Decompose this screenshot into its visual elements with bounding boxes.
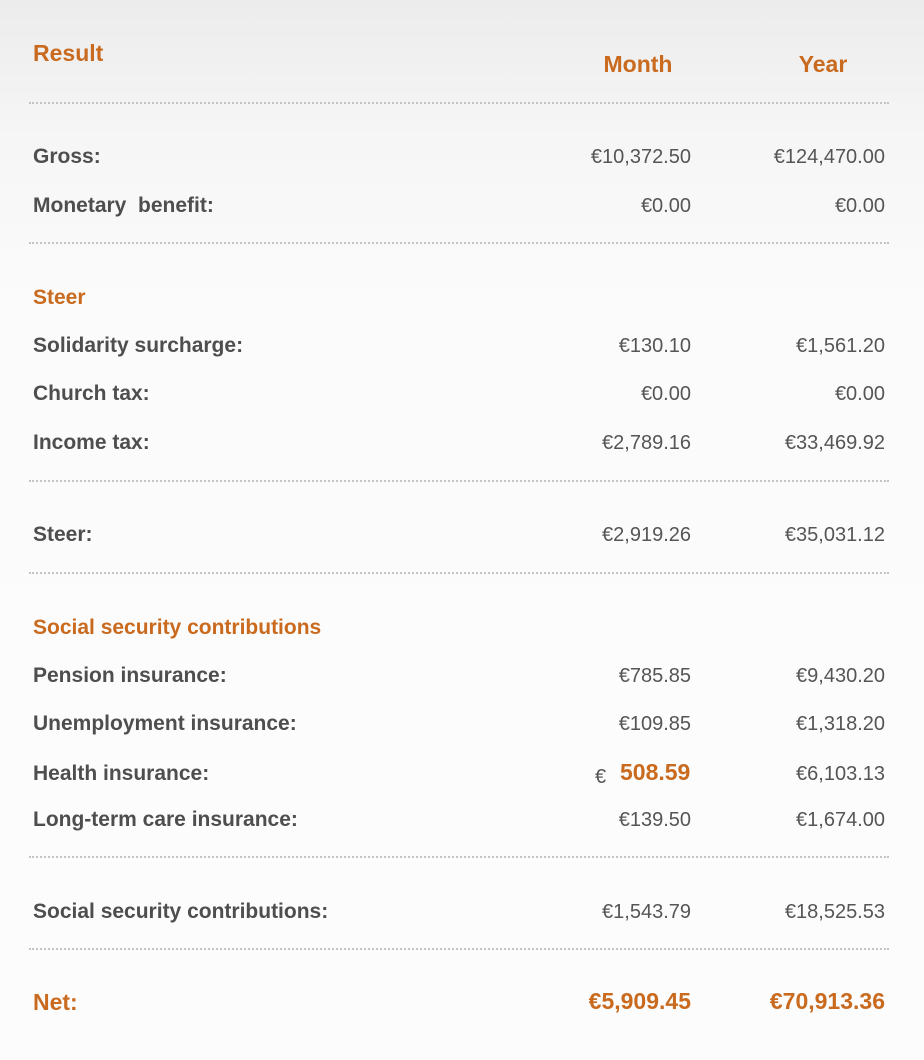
pension-insurance-year-value: €9,430.20 [796, 665, 885, 687]
divider [29, 480, 889, 482]
monetary-benefit-year-value: €0.00 [834, 195, 885, 217]
health-insurance-label: Health insurance: [33, 762, 210, 785]
tax-total-month-value: €2,919.26 [602, 524, 691, 546]
health-insurance-month-currency: € [595, 766, 607, 788]
social-security-total-year-value: €18,525.53 [784, 901, 885, 923]
monetary-benefit-month-value: €0.00 [640, 195, 691, 217]
result-heading: Result [33, 40, 104, 66]
tax-total-label: Steer: [33, 523, 93, 546]
social-security-total-month-value: €1,543.79 [602, 901, 691, 923]
net-label: Net: [33, 989, 78, 1015]
solidarity-surcharge-label: Solidarity surcharge: [33, 334, 244, 357]
divider [29, 856, 889, 858]
social-security-section-heading: Social security contributions [33, 616, 322, 639]
tax-section-heading: Steer [33, 286, 86, 309]
divider [29, 948, 889, 950]
church-tax-label: Church tax: [33, 382, 150, 405]
year-column-header: Year [798, 51, 848, 77]
solidarity-surcharge-year-value: €1,561.20 [796, 335, 885, 357]
health-insurance-year-value: €6,103.13 [796, 763, 885, 785]
divider [29, 572, 889, 574]
income-tax-month-value: €2,789.16 [602, 432, 691, 454]
pension-insurance-label: Pension insurance: [33, 664, 227, 687]
gross-year-value: €124,470.00 [773, 146, 885, 168]
income-tax-label: Income tax: [33, 431, 150, 454]
unemployment-insurance-label: Unemployment insurance: [33, 712, 297, 735]
result-table [33, 0, 889, 1060]
unemployment-insurance-month-value: €109.85 [618, 713, 691, 735]
health-insurance-month-value: 508.59 [620, 759, 691, 785]
monetary-benefit-label: Monetary benefit: [33, 194, 214, 217]
net-month-value: €5,909.45 [588, 988, 691, 1014]
church-tax-year-value: €0.00 [834, 383, 885, 405]
long-term-care-insurance-label: Long-term care insurance: [33, 808, 298, 831]
social-security-total-label: Social security contributions: [33, 900, 329, 923]
net-year-value: €70,913.36 [769, 988, 885, 1014]
gross-month-value: €10,372.50 [590, 146, 691, 168]
divider [29, 242, 889, 244]
pension-insurance-month-value: €785.85 [618, 665, 691, 687]
gross-label: Gross: [33, 145, 101, 168]
solidarity-surcharge-month-value: €130.10 [618, 335, 691, 357]
month-column-header: Month [603, 51, 673, 77]
income-tax-year-value: €33,469.92 [784, 432, 885, 454]
long-term-care-insurance-month-value: €139.50 [618, 809, 691, 831]
long-term-care-insurance-year-value: €1,674.00 [796, 809, 885, 831]
divider [29, 102, 889, 104]
church-tax-month-value: €0.00 [640, 383, 691, 405]
tax-total-year-value: €35,031.12 [784, 524, 885, 546]
unemployment-insurance-year-value: €1,318.20 [796, 713, 885, 735]
